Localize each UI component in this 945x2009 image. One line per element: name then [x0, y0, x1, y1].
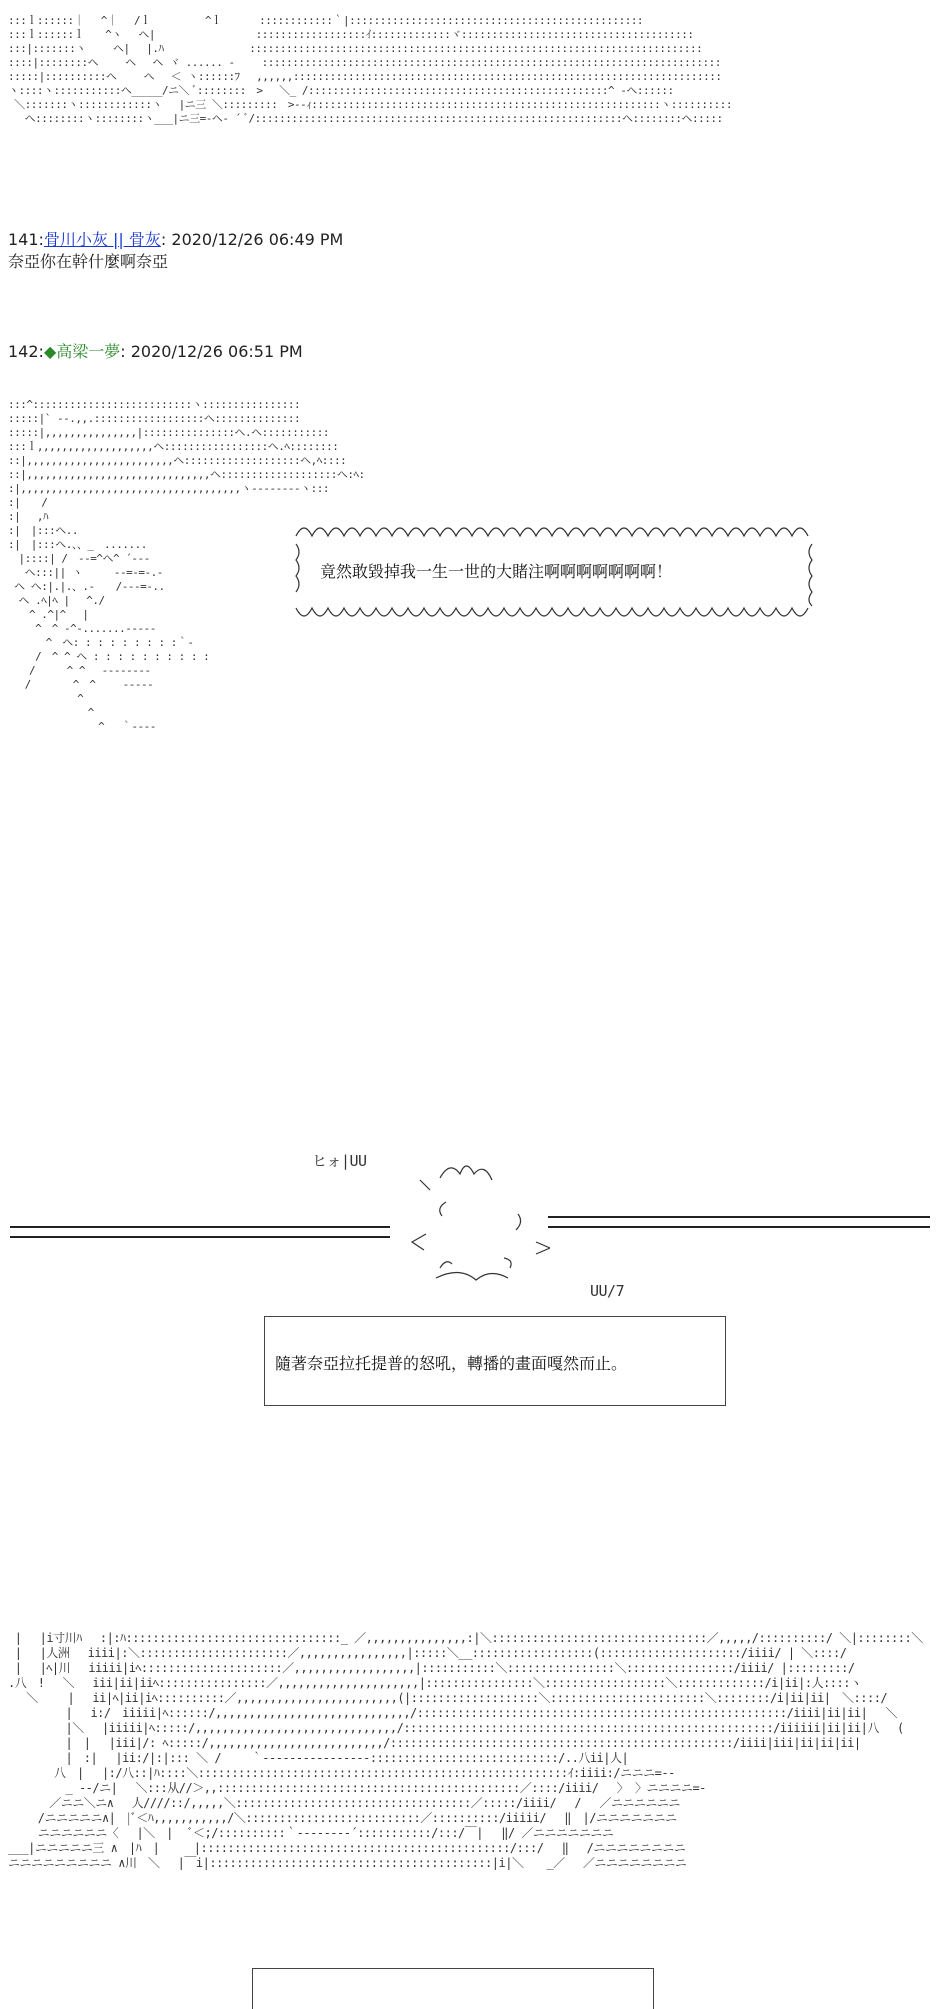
- post-message-141: 奈亞你在幹什麼啊奈亞: [8, 252, 169, 271]
- post-date: : 2020/12/26 06:51 PM: [120, 342, 303, 361]
- ascii-art-bottom: | |i寸川ﾊ :|:ﾊ::::::::::::::::::::::::::::::::_ ／,,,,,,,,,,,,,,,:|＼::::::::::::::::::::::::::::::::／,,,,,/::::::::::/ ＼|::::::::＼ | |人洲 iiii|:＼::::::::::::::::::::::／,,,,,,,,,,,,,,,,|:::::＼__::::::::::::::::::(:::::::::::::::::::::/iiii/ | ＼::::/ | |ﾍ|川 iiiii|iﾍ:::::::::::::::::::::／,,,,,,,,,,,,,,,,,,|:::::::::::＼::::::::::::::::＼::::::::::::::::/iiii/ |:::::::::/ .八 ! ＼ iii|ii|iiﾍ::::::::::::::::／,,,,,,,,,,,,,,,,,,,,,|::::::::::::::::＼::::::::::::::::::＼:::::::::::::/i|ii|:人::::ヽ ＼ | ii|ﾍ|ii|iﾍ::::::::::／,,,,,,,,,,,,,,,,,,,,,,,,(|:::::::::::::::::::＼:::::::::::::::::::::::＼::::::::/i|ii|ii| ＼::::/ | i:/ iiiii|ﾍ::::::/,,,,,,,,,,,,,,,,,,,,,,,,,,,,,/:::::::::::::::::::::::::::::::::::::::::::::::::::::::/iiii|ii|ii| ＼ |＼ |iiiii|ﾍ:::::/,,,,,,,,,,,,,,,,,,,,,,,,,,,,,,/:::::::::::::::::::::::::::::::::::::::::::::::::::::::/iiiiii|ii|ii|八 ( | | |iii|/: ﾍ:::::/,,,,,,,,,,,,,,,,,,,,,,,,,,/:::::::::::::::::::::::::::::::::::::::::::::::::::/iiii|iii|ii|ii|ii| | :| |ii:/|:|::: ＼ / ｀‐‐‐‐‐‐‐‐‐‐‐‐‐‐‐‐::::::::::::::::::::::::::::/..八ii|人| 八 | |:/八::|ﾊ::::＼:::::::::::::::::::::::::::::::::::::::::::::::::::::::ｲ:iiii:/ニニニ=‐‐ _ ‐‐/ニ| ＼:::从//＞,,:::::::::::::::::::::::::::::::::::::::::::::／::::/iiii/ 〉 〉ニニニニ=‐ ／ニニ＼ニ∧ 人////::/,,,,,＼:::::::::::::::::::::::::::::::::::／:::::/iiii/ / ／ニニニニニニ /ニニニニニ∧| |ﾞ＜ﾊ,,,,,,,,,,,/＼::::::::::::::::::::::::::／::::::::::/iiiii/ ‖ |/ニニニニニニニ ニニニニニニ〈 |＼ | ﾞ＜;/::::::::::｀‐‐‐‐‐‐‐‐´:::::::::::/:::/￣| ‖/ ／ニニニニニニニ ___|ニニニニニ三 ∧ |ﾊ | |::::::::::::::::::::::::::::::::::::::::::::::/:::/ ‖ /ニニニニニニニニ ニニニニニニニニニ ∧川 ＼ |￣i|::::::::::::::::::::::::::::::::::::::::::|i|＼ _／ ／ニニニニニニニニ: [8, 1631, 923, 1870]
- poster-name-link[interactable]: 骨川小灰 || 骨灰: [43, 230, 161, 249]
- post-number: 141: [8, 230, 39, 249]
- post-header-141: [8, 230, 343, 250]
- sfx-left-text: ヒォ|UU: [312, 1152, 367, 1170]
- post-number-separator: :: [38, 342, 44, 361]
- post-number: 142: [8, 342, 39, 361]
- sfx-right-text: UU/7: [590, 1282, 625, 1300]
- narration-box: [264, 1316, 726, 1406]
- speed-line-right: [548, 1216, 930, 1218]
- post-header-142: [8, 342, 303, 362]
- post-date: : 2020/12/26 06:49 PM: [160, 230, 344, 249]
- ascii-art-character: :::^::::::::::::::::::::::::::ヽ:::::::::::::::: :::::|` ‐‐.,,.::::::::::::::::::ヘ:::::::::::::: :::::|,,,,,,,,,,,,,,,|:::::::::::::::ヘ.ヘ::::::::::: :::ｌ,,,,,,,,,,,,,,,,,,,ヘ:::::::::::::::::ヘ.ﾍ:::::::: ::|,,,,,,,,,,,,,,,,,,,,,,,,ヘ:::::::::::::::::::ヘ,ﾍ:::: ::|,,,,,,,,,,,,,,,,,,,,,,,,,,,,,,ヘ:::::::::::::::::::ヘ:ﾍ: :|,,,,,,,,,,,,,,,,,,,,,,,,,,,,,,,,,,,,ヽ--------ヽ::: :| / :| ,ﾊ :| |:::ヘ.. :| |:::ヘ.、、_ ....... |::::| / ‐‐=^ヘ^ ´‐‐‐ ヘ:::|| ヽ ‐‐=‐=‐.‐ ヘ ヘ:|.|.、.‐ /‐‐‐=‐.. ヘ .ﾍ|ﾍ | ^./ ^ .^|^ | ^ ^ ‐^‐.......‐‐‐‐‐ ^ ヘ: : : : : : : : :｀- / ^ ^ ヘ : : : : : : : : : : / ^ ^ ‐‐‐‐‐‐‐‐ / ^ ^ ‐‐‐‐‐ ^ ^ ^ ｀‐‐‐‐: [8, 398, 365, 733]
- speed-line-right: [548, 1226, 930, 1228]
- speed-line-left: [10, 1236, 390, 1238]
- narration-text: 隨著奈亞拉托提普的怒吼，轉播的畫面嘎然而止。: [275, 1354, 628, 1373]
- poster-name: ◆高梁一夢: [43, 342, 121, 361]
- speech-bubble-text: 竟然敢毀掉我一生一世的大賭注啊啊啊啊啊啊啊！: [320, 562, 673, 581]
- shout-burst-icon: [400, 1150, 550, 1290]
- speed-line-left: [10, 1226, 390, 1228]
- ascii-art-top: :::ｌ::::::｜ ^｜ /ｌ ^ｌ ::::::::::::｀|:::::::::::::::::::::::::::::::::::::::::::::::: :::ｌ::::::ｌ ^ヽ ヘ| ::::::::::::::::::ｲ:::::::::::::ヾ:::::::::::::::::::::::::::::::::::::: :::|:::::::ヽ ヘ| |.ﾊ :::::::::::::::::::::::::::::::::::::::::::::::::::::::::::::::::::::::::: ::::|::::::::ヘ ヘ ヘ ヾ ...... - ::::::::::::::::::::::::::::::::::::::::::::::::::::::::::::::::::::::::::: :::::|::::::::::ヘ ヘ ＜ ヽ::::::ﾌ ,,,,,,:::::::::::::::::::::::::::::::::::::::::::::::::::::::::::::::::::::: ヽ::::ヽ:::::::::::ヘ_____/ニ＼ ﾞ:::::::: > ＼_ /:::::::::::::::::::::::::::::::::::::::::::::::::^ ‐ヘ:::::: ＼:::::::ヽ::::::::::::ヽ |ニ三 ＼::::::::: >-‐ｨ:::::::::::::::::::::::::::::::::::::::::::::::::::::::::ヽ:::::::::: ヘ::::::::ヽ::::::::ヽ___|ニ三=‐ヘ‐ ´ ﾞ/::::::::::::::::::::::::::::::::::::::::::::::::::::::::::::ヘ::::::::ヘ:::::: [8, 14, 733, 125]
- post-number-separator: :: [38, 230, 44, 249]
- narration-box-partial: [252, 1968, 654, 2009]
